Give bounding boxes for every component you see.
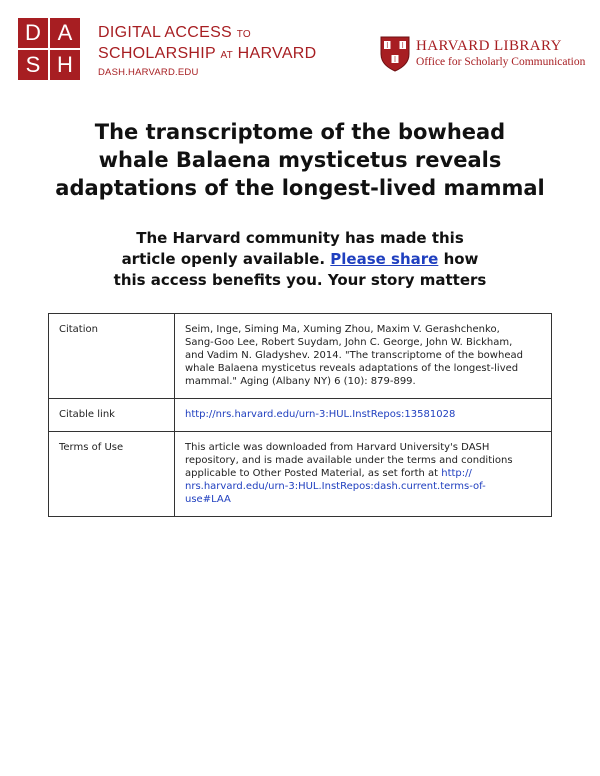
terms-link-part-1[interactable]: http:// [441, 468, 472, 479]
citable-link[interactable]: http://nrs.harvard.edu/urn-3:HUL.InstRepos:13581028 [185, 409, 456, 420]
please-share-link[interactable]: Please share [330, 250, 439, 268]
dash-logo-letter: S [18, 50, 48, 80]
harvard-library-wordmark [416, 38, 585, 68]
terms-line [185, 467, 541, 480]
article-title [40, 118, 560, 202]
terms-line [185, 493, 541, 506]
table-row [49, 314, 552, 399]
table-row [49, 399, 552, 432]
dash-url[interactable]: DASH.HARVARD.EDU [98, 67, 199, 78]
citation-label: Citation [49, 314, 175, 399]
citation-line: Seim, Inge, Siming Ma, Xuming Zhou, Maxim V. Gerashchenko, [185, 324, 500, 335]
terms-line: repository, and is made available under the terms and conditions [185, 455, 513, 466]
article-title-line: whale Balaena mysticetus reveals [98, 148, 502, 172]
article-title-line: The transcriptome of the bowhead [94, 120, 506, 144]
dash-logo [18, 18, 80, 80]
terms-link-part-2[interactable]: nrs.harvard.edu/urn-3:HUL.InstRepos:dash.current.terms-of- [185, 481, 486, 492]
terms-line: This article was downloaded from Harvard University's DASH [185, 442, 490, 453]
dash-logo-letter: D [18, 18, 48, 48]
terms-line-3-text: applicable to Other Posted Material, as set forth at [185, 468, 439, 479]
dash-line-2-small: AT [220, 50, 233, 61]
metadata-table [48, 313, 552, 517]
citation-line: and Vadim N. Gladyshev. 2014. "The transcriptome of the bowhead [185, 350, 523, 361]
dash-wordmark [98, 23, 317, 78]
citation-line: mammal." Aging (Albany NY) 6 (10): 879-899. [185, 376, 416, 387]
share-line-2-post: how [443, 250, 479, 268]
dash-logo-letter: H [50, 50, 80, 80]
share-line-2 [60, 249, 540, 270]
citable-link-label: Citable link [49, 399, 175, 432]
dash-logo-letter: A [50, 18, 80, 48]
terms-line [185, 480, 541, 493]
dash-line-1 [98, 23, 317, 44]
article-title-line: adaptations of the longest-lived mammal [55, 176, 545, 200]
citable-link-value [175, 399, 552, 432]
dash-line-2 [98, 44, 317, 65]
harvard-shield-icon [380, 36, 410, 72]
dash-line-1-main: DIGITAL ACCESS [98, 24, 233, 41]
terms-of-use-label: Terms of Use [49, 432, 175, 517]
harvard-library-subtitle: Office for Scholarly Communication [416, 56, 586, 68]
citation-line: Sang-Goo Lee, Robert Suydam, John C. George, John W. Bickham, [185, 337, 513, 348]
citation-line: whale Balaena mysticetus reveals adaptations of the longest-lived [185, 363, 519, 374]
terms-link-part-3[interactable]: use#LAA [185, 494, 231, 505]
share-line-2-pre: article openly available. [121, 250, 326, 268]
share-notice [60, 228, 540, 291]
table-row [49, 432, 552, 517]
terms-of-use-value [175, 432, 552, 517]
citation-value [175, 314, 552, 399]
harvard-library-title: HARVARD LIBRARY [416, 38, 562, 54]
dash-line-2-end: HARVARD [237, 45, 317, 62]
share-line-3: this access benefits you. Your story matters [113, 271, 487, 289]
dash-line-1-small: TO [236, 29, 251, 40]
share-line-1: The Harvard community has made this [136, 229, 464, 247]
dash-line-2-main: SCHOLARSHIP [98, 45, 216, 62]
